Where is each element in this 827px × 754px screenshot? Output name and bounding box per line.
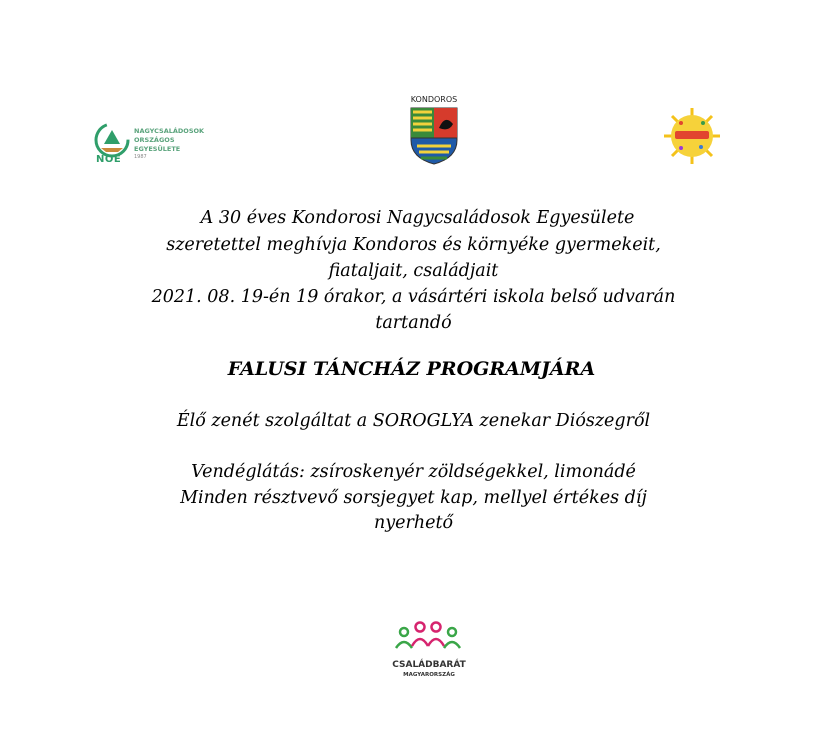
details-line-3: nyerhető: [373, 513, 454, 533]
noe-line-2: ORSZÁGOS: [134, 136, 175, 144]
tanchaz-logo: [663, 107, 721, 165]
noe-logo: [92, 120, 205, 166]
invitation-line-5: tartandó: [375, 313, 452, 333]
sun-icon: [663, 107, 721, 165]
noe-abbr: NOE: [96, 154, 122, 165]
invitation-line-3: fiataljait, családjait: [328, 261, 499, 281]
invitation-line-1: A 30 éves Kondorosi Nagycsaládosok Egyesülete: [200, 208, 635, 228]
kondoros-label: KONDOROS: [410, 95, 458, 104]
csaladbarat-line-1: CSALÁDBARÁT: [392, 660, 466, 670]
csaladbarat-line-2: MAGYARORSZÁG: [403, 672, 455, 678]
details-line-2: Minden résztvevő sorsjegyet kap, mellyel értékes díj: [180, 488, 647, 508]
details-line-1: Vendéglátás: zsíroskenyér zöldségekkel, limonádé: [191, 462, 636, 482]
event-title: FALUSI TÁNCHÁZ PROGRAMJÁRA: [227, 358, 596, 380]
noe-year: 1987: [134, 154, 147, 160]
music-line: Élő zenét szolgáltat a SOROGLYA zenekar Diószegről: [176, 411, 651, 431]
noe-line-3: EGYESÜLETE: [134, 145, 181, 153]
invitation-line-2: szeretettel meghívja Kondoros és környéke gyermekeit,: [166, 235, 661, 255]
invitation-line-4: 2021. 08. 19-én 19 órakor, a vásártéri iskola belső udvarán: [151, 287, 676, 307]
family-icon: [388, 618, 470, 658]
csaladbarat-logo: [388, 618, 470, 684]
coat-of-arms-icon: [409, 106, 459, 166]
noe-line-1: NAGYCSALÁDOSOK: [134, 127, 205, 135]
kondoros-crest: [405, 95, 463, 167]
